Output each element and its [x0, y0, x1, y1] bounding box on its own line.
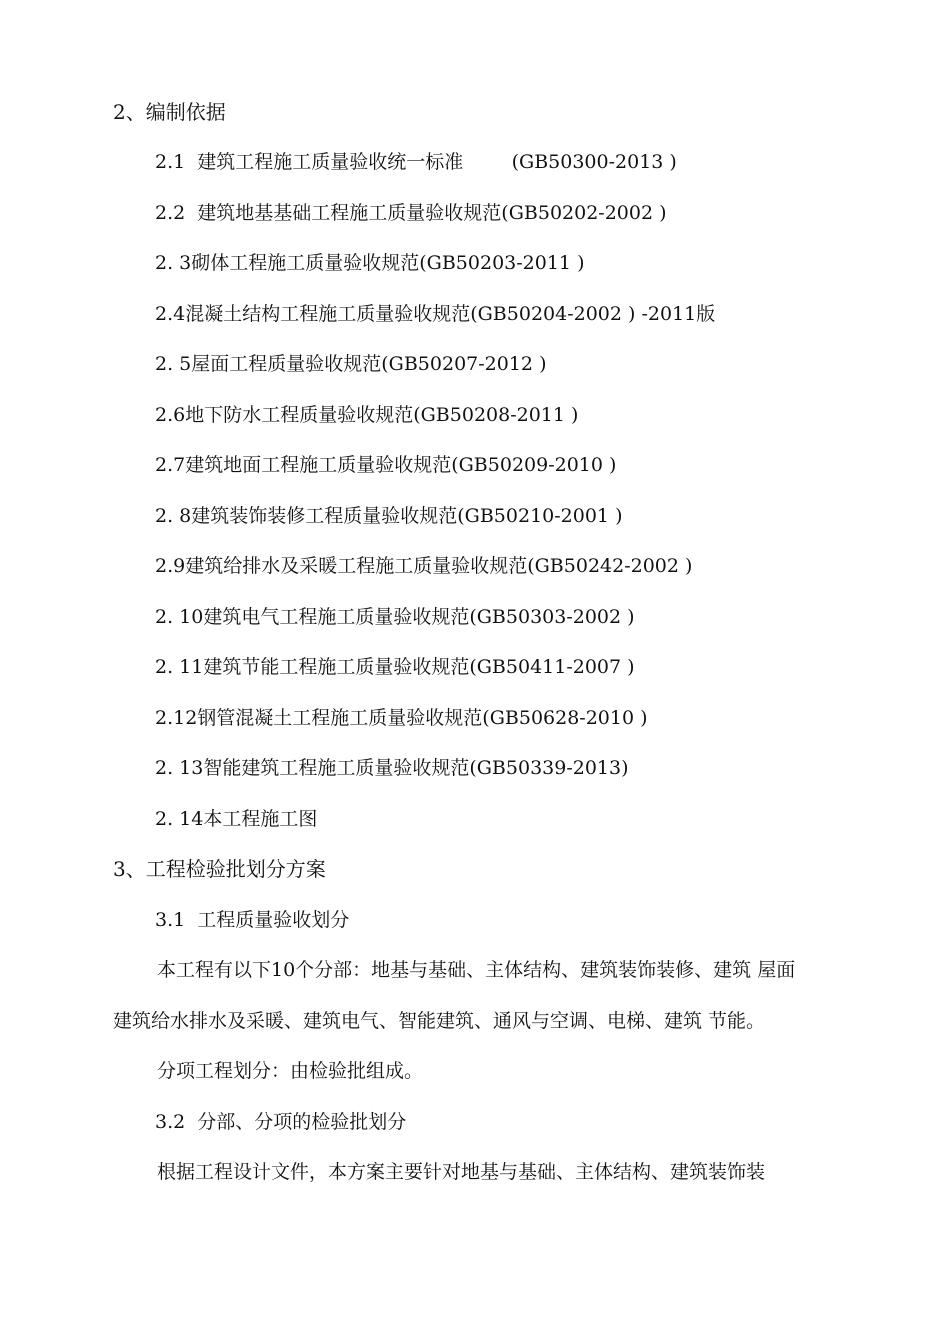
subsection-heading-3-1: 3.1 工程质量验收划分	[155, 909, 350, 931]
paragraph-divisions-line2: 建筑给水排水及采暖、建筑电气、智能建筑、通风与空调、电梯、建筑 节能。	[113, 1010, 766, 1032]
reference-item-2-8: 2. 8建筑装饰装修工程质量验收规范(GB50210-2001 )	[155, 505, 623, 527]
reference-item-2-5: 2. 5屋面工程质量验收规范(GB50207-2012 )	[155, 353, 547, 375]
reference-item-2-1: 2.1 建筑工程施工质量验收统一标准 (GB50300-2013 )	[155, 151, 677, 173]
paragraph-design-basis: 根据工程设计文件，本方案主要针对地基与基础、主体结构、建筑装饰装	[157, 1161, 766, 1183]
section-heading-2: 2、编制依据	[113, 100, 226, 124]
reference-item-2-6: 2.6地下防水工程质量验收规范(GB50208-2011 )	[155, 404, 579, 426]
subsection-heading-3-2: 3.2 分部、分项的检验批划分	[155, 1111, 407, 1133]
paragraph-subitems: 分项工程划分：由检验批组成。	[157, 1060, 424, 1082]
reference-item-2-2: 2.2 建筑地基基础工程施工质量验收规范(GB50202-2002 )	[155, 202, 667, 224]
reference-item-2-12: 2.12钢管混凝土工程施工质量验收规范(GB50628-2010 )	[155, 707, 648, 729]
reference-item-2-7: 2.7建筑地面工程施工质量验收规范(GB50209-2010 )	[155, 454, 617, 476]
reference-item-2-9: 2.9建筑给排水及采暖工程施工质量验收规范(GB50242-2002 )	[155, 555, 693, 577]
reference-item-2-4: 2.4混凝土结构工程施工质量验收规范(GB50204-2002 ) -2011版	[155, 303, 716, 325]
section-heading-3: 3、工程检验批划分方案	[113, 857, 326, 881]
reference-item-2-3: 2. 3砌体工程施工质量验收规范(GB50203-2011 )	[155, 252, 585, 274]
reference-item-2-10: 2. 10建筑电气工程施工质量验收规范(GB50303-2002 )	[155, 606, 635, 628]
paragraph-divisions-line1: 本工程有以下10个分部：地基与基础、主体结构、建筑装饰装修、建筑 屋面	[157, 959, 796, 981]
reference-item-2-14: 2. 14本工程施工图	[155, 808, 318, 830]
reference-item-2-11: 2. 11建筑节能工程施工质量验收规范(GB50411-2007 )	[155, 656, 635, 678]
reference-item-2-13: 2. 13智能建筑工程施工质量验收规范(GB50339-2013)	[155, 757, 629, 779]
